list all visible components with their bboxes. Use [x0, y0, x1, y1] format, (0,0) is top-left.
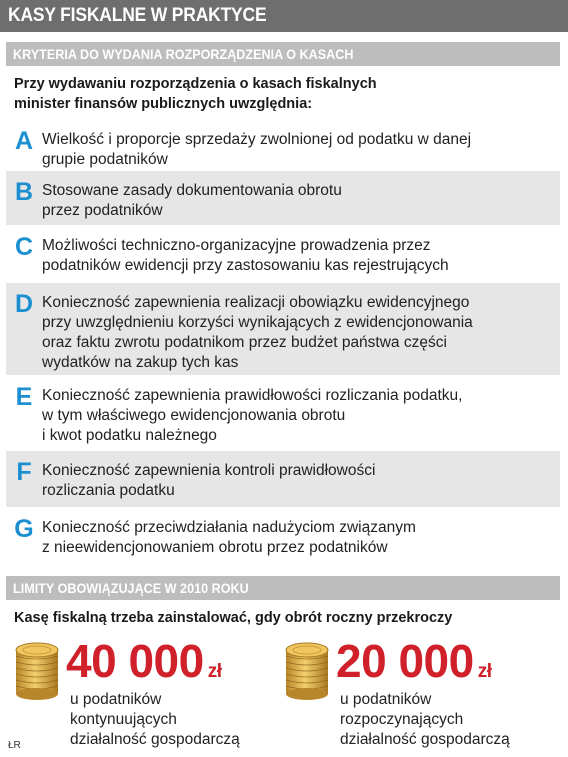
amount-value: 20 000 — [336, 635, 474, 687]
criterion-line: Stosowane zasady dokumentowania obrotu — [42, 182, 342, 199]
limit-amount-starting — [336, 636, 491, 697]
criterion-line: grupie podatników — [42, 151, 168, 168]
criterion-text — [42, 451, 560, 501]
page-title-text: KASY FISKALNE W PRAKTYCE — [8, 5, 267, 26]
criterion-c — [6, 226, 560, 282]
limit-description-starting — [340, 690, 510, 750]
criterion-line: wydatków na zakup tych kas — [42, 354, 239, 371]
page-title — [0, 0, 568, 32]
criterion-line: Możliwości techniczno-organizacyjne prowadzenia przez — [42, 237, 431, 254]
criterion-letter: E — [15, 383, 33, 411]
criterion-line: Konieczność zapewnienia kontroli prawidłowości — [42, 462, 376, 479]
criterion-text — [42, 226, 560, 276]
criterion-text — [42, 376, 560, 446]
criterion-letter: B — [14, 178, 34, 206]
amount-value: 40 000 — [66, 635, 204, 687]
limit-desc-line: rozpoczynających — [340, 711, 464, 728]
criterion-g — [6, 508, 560, 568]
criterion-letter: G — [14, 515, 34, 543]
criterion-text — [42, 120, 560, 170]
criterion-line: przy uwzględnieniu korzyści wynikających z ewidencjonowania — [42, 314, 473, 331]
amount-unit: zł — [477, 661, 492, 682]
criteria-heading-text: KRYTERIA DO WYDANIA ROZPORZĄDZENIA O KASACH — [13, 46, 354, 62]
criterion-line: oraz faktu zwrotu podatnikom przez budżet państwa części — [42, 334, 447, 351]
criteria-intro — [14, 74, 534, 114]
criterion-line: w tym właściwego ewidencjonowania obrotu — [42, 407, 346, 424]
criterion-letter: C — [14, 233, 34, 261]
criterion-f — [6, 451, 560, 507]
criterion-text — [42, 508, 560, 558]
criterion-text — [42, 283, 560, 373]
criterion-line: Konieczność przeciwdziałania nadużyciom związanym — [42, 519, 416, 536]
limits-subhead: Kasę fiskalną trzeba zainstalować, gdy obrót roczny przekroczy — [14, 610, 453, 626]
criterion-line: podatników ewidencji przy zastosowaniu kas rejestrujących — [42, 257, 449, 274]
criterion-letter: F — [16, 458, 32, 486]
limit-desc-line: u podatników — [70, 691, 162, 708]
criterion-letter: D — [14, 290, 34, 318]
criterion-a — [6, 120, 560, 170]
amount-unit: zł — [207, 661, 222, 682]
limit-desc-line: działalność gospodarczą — [70, 731, 240, 748]
criterion-letter: A — [14, 127, 34, 155]
criterion-line: z nieewidencjonowaniem obrotu przez podatników — [42, 539, 388, 556]
criterion-e — [6, 376, 560, 450]
criteria-section-heading — [6, 42, 560, 66]
criterion-line: przez podatników — [42, 202, 163, 219]
limit-amount-continuing — [66, 636, 221, 697]
criterion-line: Konieczność zapewnienia realizacji obowiązku ewidencyjnego — [42, 294, 470, 311]
limits-heading-text: LIMITY OBOWIĄZUJĄCE W 2010 ROKU — [13, 580, 249, 596]
criterion-b — [6, 171, 560, 225]
criterion-line: Wielkość i proporcje sprzedaży zwolnionej od podatku w danej — [42, 131, 472, 148]
limit-desc-line: działalność gospodarczą — [340, 731, 510, 748]
criterion-line: i kwot podatku należnego — [42, 427, 217, 444]
limits-section-heading — [6, 576, 560, 600]
coin-stack-icon — [280, 636, 334, 702]
coin-stack-icon — [10, 636, 64, 702]
intro-line-2: minister finansów publicznych uwzględnia: — [14, 96, 313, 112]
criterion-line: Konieczność zapewnienia prawidłowości rozliczania podatku, — [42, 387, 463, 404]
criterion-line: rozliczania podatku — [42, 482, 175, 499]
criterion-text — [42, 171, 560, 221]
intro-line-1: Przy wydawaniu rozporządzenia o kasach fiskalnych — [14, 76, 377, 92]
limit-description-continuing — [70, 690, 240, 750]
limit-desc-line: kontynuujących — [70, 711, 177, 728]
author-credit: ŁR — [8, 740, 21, 751]
criterion-d — [6, 283, 560, 375]
limit-desc-line: u podatników — [340, 691, 432, 708]
